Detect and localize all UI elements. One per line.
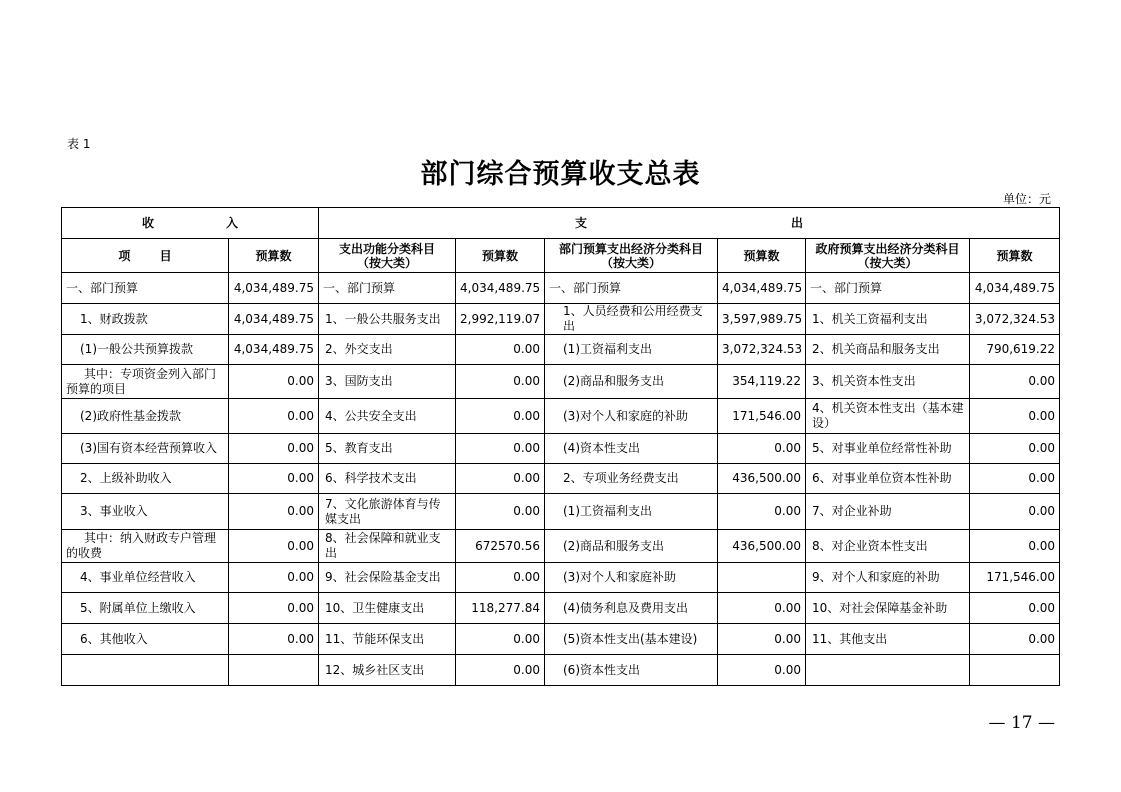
income-amount-cell: 0.00 bbox=[229, 624, 319, 655]
income-item-cell: 2、上级补助收入 bbox=[62, 464, 229, 494]
income-amount-cell: 0.00 bbox=[229, 365, 319, 399]
income-amount-cell: 0.00 bbox=[229, 464, 319, 494]
income-amount-cell: 0.00 bbox=[229, 593, 319, 624]
gov-amount-cell: 4,034,489.75 bbox=[970, 273, 1060, 304]
item-header-char-2: 目 bbox=[159, 248, 172, 263]
budget-header-func: 预算数 bbox=[456, 239, 545, 273]
func-amount-cell: 0.00 bbox=[456, 563, 545, 593]
dept-category-header bbox=[545, 239, 718, 273]
func-item-cell: 12、城乡社区支出 bbox=[319, 655, 456, 686]
dept-amount-cell: 0.00 bbox=[718, 624, 806, 655]
gov-item-cell: 2、机关商品和服务支出 bbox=[806, 335, 970, 365]
func-item-cell: 11、节能环保支出 bbox=[319, 624, 456, 655]
item-header-char-1: 项 bbox=[118, 248, 131, 263]
income-amount-cell bbox=[229, 655, 319, 686]
table-row bbox=[62, 304, 1060, 335]
gov-amount-cell: 0.00 bbox=[970, 365, 1060, 399]
dept-amount-cell: 4,034,489.75 bbox=[718, 273, 806, 304]
func-amount-cell: 0.00 bbox=[456, 434, 545, 464]
income-amount-cell: 4,034,489.75 bbox=[229, 304, 319, 335]
dept-amount-cell: 0.00 bbox=[718, 593, 806, 624]
page-number: — 17 — bbox=[988, 713, 1055, 733]
table-row bbox=[62, 434, 1060, 464]
income-header-char-1: 收 bbox=[141, 215, 154, 230]
func-amount-cell: 2,992,119.07 bbox=[456, 304, 545, 335]
dept-category-header-line2: （按大类） bbox=[600, 255, 661, 270]
func-item-cell: 7、文化旅游体育与传媒支出 bbox=[319, 494, 456, 530]
expense-header bbox=[319, 208, 1060, 239]
income-item-cell: 一、部门预算 bbox=[62, 273, 229, 304]
dept-amount-cell: 0.00 bbox=[718, 655, 806, 686]
item-header bbox=[62, 239, 229, 273]
table-row bbox=[62, 530, 1060, 563]
table-label: 表 1 bbox=[67, 137, 91, 151]
table-row bbox=[62, 655, 1060, 686]
gov-item-cell: 5、对事业单位经常性补助 bbox=[806, 434, 970, 464]
income-amount-cell: 4,034,489.75 bbox=[229, 335, 319, 365]
gov-item-cell: 9、对个人和家庭的补助 bbox=[806, 563, 970, 593]
func-category-header-line1: 支出功能分类科目 bbox=[338, 241, 435, 256]
func-item-cell: 一、部门预算 bbox=[319, 273, 456, 304]
func-amount-cell: 4,034,489.75 bbox=[456, 273, 545, 304]
dept-item-cell: (3)对个人和家庭补助 bbox=[545, 563, 718, 593]
dept-amount-cell: 3,597,989.75 bbox=[718, 304, 806, 335]
table-row bbox=[62, 563, 1060, 593]
expense-header-char-2: 出 bbox=[791, 215, 804, 230]
gov-amount-cell: 0.00 bbox=[970, 399, 1060, 434]
income-item-cell bbox=[62, 655, 229, 686]
gov-amount-cell: 790,619.22 bbox=[970, 335, 1060, 365]
func-item-cell: 8、社会保障和就业支出 bbox=[319, 530, 456, 563]
dept-item-cell: (3)对个人和家庭的补助 bbox=[545, 399, 718, 434]
gov-amount-cell: 3,072,324.53 bbox=[970, 304, 1060, 335]
func-amount-cell: 0.00 bbox=[456, 655, 545, 686]
income-amount-cell: 4,034,489.75 bbox=[229, 273, 319, 304]
dept-item-cell: (2)商品和服务支出 bbox=[545, 530, 718, 563]
table-row bbox=[62, 273, 1060, 304]
income-item-cell: 4、事业单位经营收入 bbox=[62, 563, 229, 593]
gov-amount-cell: 171,546.00 bbox=[970, 563, 1060, 593]
gov-amount-cell bbox=[970, 655, 1060, 686]
income-item-cell: 其中：专项资金列入部门预算的项目 bbox=[62, 365, 229, 399]
income-header-char-2: 入 bbox=[225, 215, 238, 230]
func-item-cell: 10、卫生健康支出 bbox=[319, 593, 456, 624]
gov-amount-cell: 0.00 bbox=[970, 434, 1060, 464]
page-title: 部门综合预算收支总表 bbox=[420, 159, 701, 190]
gov-item-cell: 11、其他支出 bbox=[806, 624, 970, 655]
budget-table bbox=[61, 207, 1060, 686]
gov-item-cell: 3、机关资本性支出 bbox=[806, 365, 970, 399]
dept-amount-cell: 354,119.22 bbox=[718, 365, 806, 399]
func-item-cell: 3、国防支出 bbox=[319, 365, 456, 399]
dept-amount-cell: 436,500.00 bbox=[718, 530, 806, 563]
unit-label: 单位：元 bbox=[1002, 192, 1051, 206]
gov-item-cell: 4、机关资本性支出（基本建设） bbox=[806, 399, 970, 434]
func-category-header bbox=[319, 239, 456, 273]
func-item-cell: 2、外交支出 bbox=[319, 335, 456, 365]
income-item-cell: 5、附属单位上缴收入 bbox=[62, 593, 229, 624]
gov-item-cell: 10、对社会保障基金补助 bbox=[806, 593, 970, 624]
table-row bbox=[62, 335, 1060, 365]
income-item-cell: 3、事业收入 bbox=[62, 494, 229, 530]
income-header bbox=[62, 208, 319, 239]
dept-item-cell: 一、部门预算 bbox=[545, 273, 718, 304]
income-amount-cell: 0.00 bbox=[229, 530, 319, 563]
func-amount-cell: 0.00 bbox=[456, 624, 545, 655]
table-row bbox=[62, 365, 1060, 399]
gov-category-header-line1: 政府预算支出经济分类科目 bbox=[815, 241, 960, 256]
income-amount-cell: 0.00 bbox=[229, 563, 319, 593]
income-item-cell: (2)政府性基金拨款 bbox=[62, 399, 229, 434]
dept-item-cell: (2)商品和服务支出 bbox=[545, 365, 718, 399]
dept-amount-cell bbox=[718, 563, 806, 593]
func-amount-cell: 672570.56 bbox=[456, 530, 545, 563]
dept-item-cell: (1)工资福利支出 bbox=[545, 335, 718, 365]
func-amount-cell: 0.00 bbox=[456, 365, 545, 399]
income-item-cell: 1、财政拨款 bbox=[62, 304, 229, 335]
income-amount-cell: 0.00 bbox=[229, 494, 319, 530]
dept-item-cell: (5)资本性支出(基本建设) bbox=[545, 624, 718, 655]
dept-item-cell: (6)资本性支出 bbox=[545, 655, 718, 686]
table-row bbox=[62, 593, 1060, 624]
func-amount-cell: 0.00 bbox=[456, 494, 545, 530]
func-item-cell: 9、社会保险基金支出 bbox=[319, 563, 456, 593]
func-amount-cell: 0.00 bbox=[456, 399, 545, 434]
func-category-header-line2: （按大类） bbox=[356, 255, 417, 270]
func-amount-cell: 0.00 bbox=[456, 335, 545, 365]
gov-category-header-line2: （按大类） bbox=[857, 255, 918, 270]
gov-item-cell: 1、机关工资福利支出 bbox=[806, 304, 970, 335]
income-item-cell: (1)一般公共预算拨款 bbox=[62, 335, 229, 365]
table-row bbox=[62, 399, 1060, 434]
gov-category-header bbox=[806, 239, 970, 273]
gov-item-cell: 6、对事业单位资本性补助 bbox=[806, 464, 970, 494]
gov-item-cell: 8、对企业资本性支出 bbox=[806, 530, 970, 563]
dept-item-cell: 2、专项业务经费支出 bbox=[545, 464, 718, 494]
income-item-cell: 6、其他收入 bbox=[62, 624, 229, 655]
dept-item-cell: 1、人员经费和公用经费支出 bbox=[545, 304, 718, 335]
income-amount-cell: 0.00 bbox=[229, 399, 319, 434]
budget-header-dept: 预算数 bbox=[718, 239, 806, 273]
dept-category-header-line1: 部门预算支出经济分类科目 bbox=[558, 241, 703, 256]
gov-amount-cell: 0.00 bbox=[970, 464, 1060, 494]
dept-amount-cell: 3,072,324.53 bbox=[718, 335, 806, 365]
func-amount-cell: 118,277.84 bbox=[456, 593, 545, 624]
budget-header-gov: 预算数 bbox=[970, 239, 1060, 273]
table-row bbox=[62, 624, 1060, 655]
dept-item-cell: (4)债务利息及费用支出 bbox=[545, 593, 718, 624]
gov-amount-cell: 0.00 bbox=[970, 624, 1060, 655]
gov-amount-cell: 0.00 bbox=[970, 593, 1060, 624]
budget-header-income: 预算数 bbox=[229, 239, 319, 273]
func-item-cell: 4、公共安全支出 bbox=[319, 399, 456, 434]
gov-item-cell: 一、部门预算 bbox=[806, 273, 970, 304]
dept-amount-cell: 0.00 bbox=[718, 494, 806, 530]
income-item-cell: 其中：纳入财政专户管理的收费 bbox=[62, 530, 229, 563]
income-item-cell: (3)国有资本经营预算收入 bbox=[62, 434, 229, 464]
expense-header-char-1: 支 bbox=[575, 215, 588, 230]
table-row bbox=[62, 464, 1060, 494]
gov-amount-cell: 0.00 bbox=[970, 530, 1060, 563]
gov-item-cell bbox=[806, 655, 970, 686]
gov-item-cell: 7、对企业补助 bbox=[806, 494, 970, 530]
income-amount-cell: 0.00 bbox=[229, 434, 319, 464]
func-item-cell: 6、科学技术支出 bbox=[319, 464, 456, 494]
func-item-cell: 1、一般公共服务支出 bbox=[319, 304, 456, 335]
dept-amount-cell: 0.00 bbox=[718, 434, 806, 464]
func-item-cell: 5、教育支出 bbox=[319, 434, 456, 464]
dept-item-cell: (1)工资福利支出 bbox=[545, 494, 718, 530]
dept-amount-cell: 436,500.00 bbox=[718, 464, 806, 494]
gov-amount-cell: 0.00 bbox=[970, 494, 1060, 530]
dept-item-cell: (4)资本性支出 bbox=[545, 434, 718, 464]
func-amount-cell: 0.00 bbox=[456, 464, 545, 494]
dept-amount-cell: 171,546.00 bbox=[718, 399, 806, 434]
table-row bbox=[62, 494, 1060, 530]
